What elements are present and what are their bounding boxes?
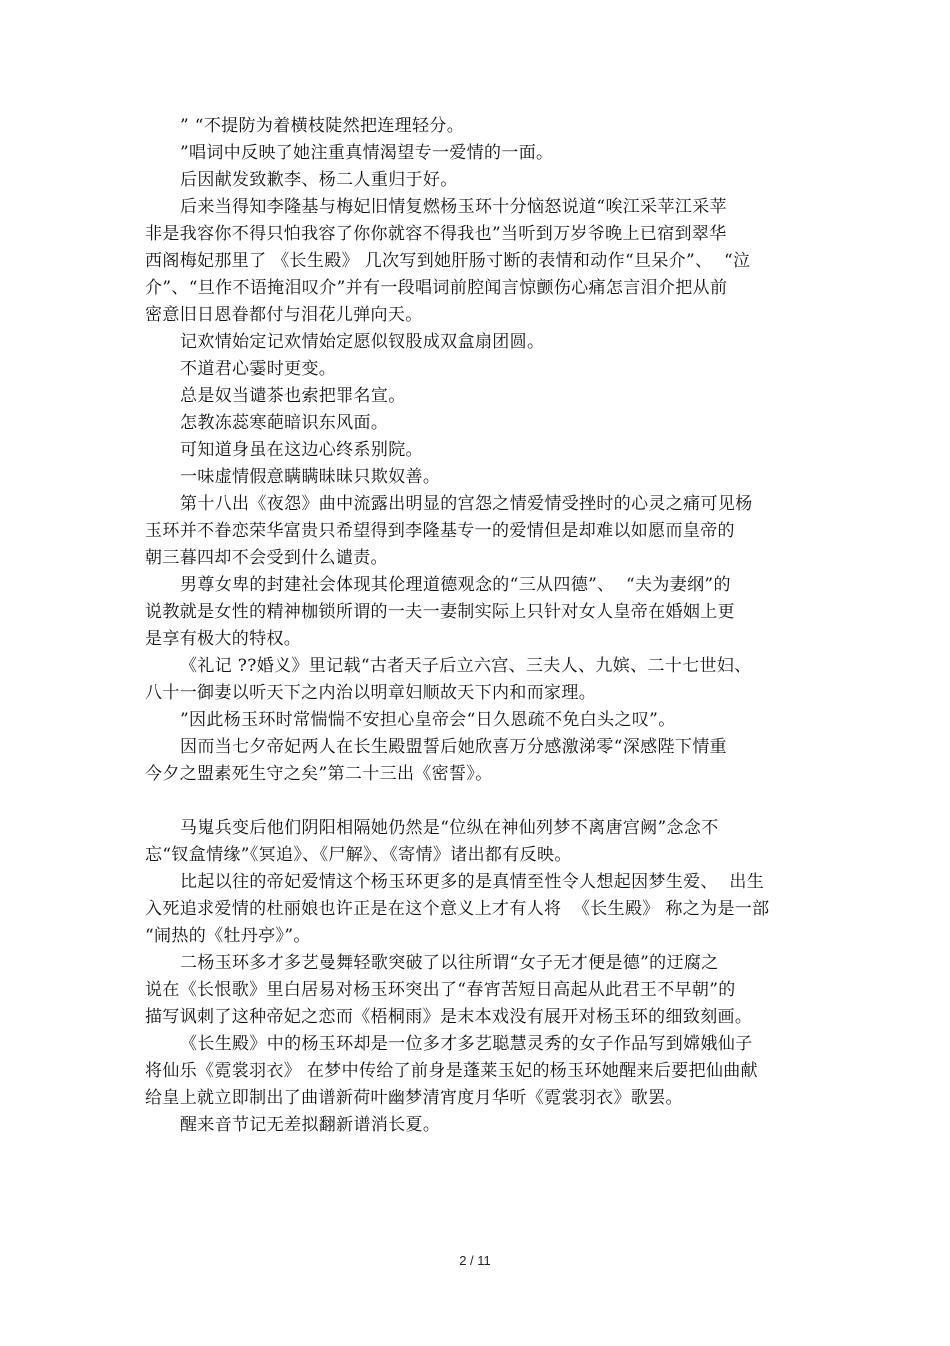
text-line: 给皇上就立即制出了曲谱新荷叶幽梦清宵度月华听《霓裳羽衣》歌罢。	[145, 1088, 683, 1108]
text-line: 比起以往的帝妃爱情这个杨玉环更多的是真情至性令人想起因梦生爱、 出生	[180, 872, 765, 892]
text-line: 八十一御妻以听天下之内治以明章妇顺故天下内和而家理。	[145, 683, 597, 703]
text-line: 说在《长恨歌》里白居易对杨玉环突出了“春宵苦短日高起从此君王不早朝”的	[145, 980, 736, 1000]
text-line: “闹热的《牡丹亭》”。	[145, 926, 311, 946]
text-line: 密意旧日恩眷都付与泪花儿弹向天。	[145, 305, 423, 325]
text-line: 《长生殿》中的杨玉环却是一位多才多艺聪慧灵秀的女子作品写到嫦娥仙子	[180, 1034, 753, 1054]
text-line: 因而当七夕帝妃两人在长生殿盟誓后她欣喜万分感激涕零“深感陛下情重	[180, 737, 727, 757]
text-line: 马嵬兵变后他们阴阳相隔她仍然是“位纵在神仙列梦不离唐宫阙”念念不	[180, 818, 719, 838]
text-line: ”唱词中反映了她注重真情渴望专一爱情的一面。	[180, 143, 554, 163]
text-line: ” “不提防为着横枝陡然把连理轻分。	[180, 116, 465, 136]
text-line: 男尊女卑的封建社会体现其伦理道德观念的“三从四德”、 “夫为妻纲”的	[180, 575, 731, 595]
text-line: 总是奴当谴茶也索把罪名宣。	[180, 386, 406, 406]
text-line: 今夕之盟素死生守之矣”第二十三出《密誓》。	[145, 764, 493, 784]
text-line: 将仙乐《霓裳羽衣》 在梦中传给了前身是蓬莱玉妃的杨玉环她醒来后要把仙曲献	[145, 1061, 759, 1081]
text-line: 西阁梅妃那里了 《长生殿》 几次写到她肝肠寸断的表情和动作“旦呆介”、 “泣	[145, 251, 751, 271]
text-line: 介”、“旦作不语掩泪叹介”并有一段唱词前腔闻言惊颤伤心痛怎言泪介把从前	[145, 278, 728, 298]
text-line: 《礼记 ??婚义》里记载“古者天子后立六宫、三夫人、九嫔、二十七世妇、	[180, 656, 752, 676]
text-line: ”因此杨玉环时常惴惴不安担心皇帝会“日久恩疏不免白头之叹”。	[180, 710, 676, 730]
text-line: 一味虚情假意瞒瞒昧昧只欺奴善。	[180, 467, 441, 487]
text-line: 第十八出《夜怨》曲中流露出明显的宫怨之情爱情受挫时的心灵之痛可见杨	[180, 494, 753, 514]
text-line: 玉环并不眷恋荣华富贵只希望得到李隆基专一的爱情但是却难以如愿而皇帝的	[145, 521, 735, 541]
text-line: 描写讽刺了这种帝妃之恋而《梧桐雨》是末本戏没有展开对杨玉环的细致刻画。	[145, 1007, 753, 1027]
text-line: 记欢情始定记欢情始定愿似钗股成双盒扇团圆。	[180, 332, 545, 352]
text-line: 入死追求爱情的杜丽娘也许正是在这个意义上才有人将 《长生殿》 称之为是一部	[145, 899, 770, 919]
text-line: 不道君心霎时更变。	[180, 359, 337, 379]
text-line: 后因献发致歉李、杨二人重归于好。	[180, 170, 458, 190]
text-line: 怎教冻蕊寒葩暗识东风面。	[180, 413, 389, 433]
text-line: 忘“钗盒情缘”《冥追》、《尸解》、《寄情》诸出都有反映。	[145, 845, 572, 865]
text-line: 醒来音节记无差拟翻新谱消长夏。	[180, 1115, 441, 1135]
text-line: 是享有极大的特权。	[145, 629, 302, 649]
text-line: 说教就是女性的精神枷锁所谓的一夫一妻制实际上只针对女人皇帝在婚姻上更	[145, 602, 735, 622]
page-number: 2 / 11	[459, 1253, 491, 1268]
text-line: 后来当得知李隆基与梅妃旧情复燃杨玉环十分恼怒说道“唉江采苹江采苹	[180, 197, 727, 217]
text-line: 二杨玉环多才多艺曼舞轻歌突破了以往所谓“女子无才便是德”的迂腐之	[180, 953, 719, 973]
text-line: 非是我容你不得只怕我容了你你就容不得我也”当听到万岁爷晚上已宿到翠华	[145, 224, 727, 244]
text-line: 朝三暮四却不会受到什么谴责。	[145, 548, 388, 568]
text-line: 可知道身虽在这边心终系别院。	[180, 440, 423, 460]
